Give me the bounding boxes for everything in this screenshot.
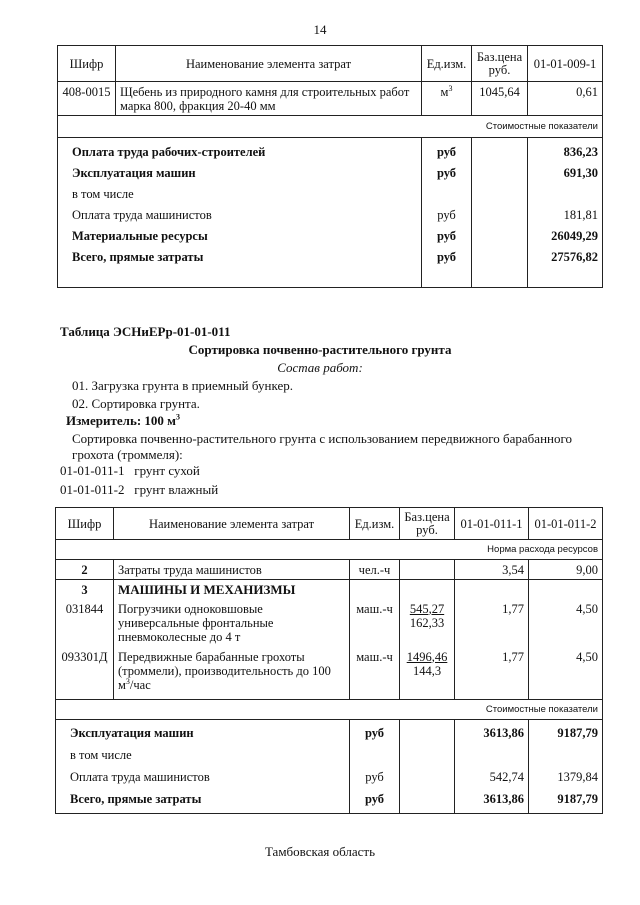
variant-1: 01-01-011-1 грунт сухой [60, 463, 200, 478]
row-value: 0,61 [528, 82, 603, 116]
composition-label: Состав работ: [277, 360, 363, 375]
summary-value-1: 3613,86 [483, 792, 524, 806]
subtitle: Сортировка почвенно-растительного грунта [188, 342, 452, 357]
summary-value-1: 542,74 [489, 770, 524, 784]
description: Сортировка почвенно-растительного грунта с использованием передвижного барабанного грохота (троммеля): [72, 431, 572, 462]
row-unit: чел.-ч [350, 560, 400, 580]
row-unit: маш.-ч [350, 600, 400, 650]
section-label: Норма расхода ресурсов [56, 540, 603, 560]
summary-label: Оплата труда рабочих-строителей [72, 145, 266, 159]
group-name: МАШИНЫ И МЕХАНИЗМЫ [114, 580, 350, 600]
summary-unit: руб [436, 145, 457, 159]
footer-region: Тамбовская область [264, 844, 376, 859]
variant-2: 01-01-011-2 грунт влажный [60, 482, 219, 497]
row-price: 1496,46 144,3 [400, 650, 455, 700]
summary-label: Оплата труда машинистов [72, 208, 212, 222]
row-price: 1045,64 [472, 82, 528, 116]
row-code: 2 [56, 560, 114, 580]
summary-units [350, 720, 400, 814]
table-row [56, 600, 603, 650]
summary-value-1 [455, 744, 528, 766]
step-1: 01. Загрузка грунта в приемный бункер. [72, 378, 293, 393]
summary-label: Эксплуатация машин [70, 726, 194, 740]
row-value-2: 4,50 [529, 600, 603, 650]
table-costs-2 [55, 507, 603, 814]
row-name: Затраты труда машинистов [114, 560, 350, 580]
table-row [58, 82, 603, 116]
row-name: Передвижные барабанные грохоты (троммели), производительность до 100 $м^3$/час [114, 650, 350, 700]
summary-values-1 [455, 720, 529, 814]
header-code: Шифр [58, 46, 116, 82]
page-number: 14 [313, 22, 327, 37]
summary-label: в том числе [72, 187, 134, 201]
summary-unit: руб [436, 250, 457, 264]
summary-label: Всего, прямые затраты [72, 250, 204, 264]
table-costs-1 [57, 45, 603, 288]
summary-unit [422, 184, 471, 205]
summary-value-2: 9187,79 [557, 726, 598, 740]
section-label: Стоимостные показатели [56, 700, 603, 720]
summary-unit: руб [437, 208, 456, 222]
row-code: 093301Д [56, 650, 114, 700]
summary-unit: руб [364, 792, 385, 806]
row-price: 545,27 162,33 [400, 600, 455, 650]
row-unit: маш.-ч [350, 650, 400, 700]
table-title: Таблица ЭСНиЕРр-01-01-011 [60, 324, 231, 339]
header-unit: Ед.изм. [350, 508, 400, 540]
summary-unit: руб [436, 229, 457, 243]
summary-value-2 [529, 744, 602, 766]
measure: Измеритель: 100 $м^3$ [66, 412, 181, 428]
summary-label: в том числе [70, 748, 132, 762]
row-value-1: 3,54 [455, 560, 529, 580]
row-value-1: 1,77 [455, 600, 529, 650]
summary-value: 26049,29 [551, 229, 598, 243]
row-unit: $м^3$ [422, 82, 472, 116]
summary-label: Материальные ресурсы [72, 229, 208, 243]
summary-value-2: 1379,84 [557, 770, 598, 784]
summary-value: 181,81 [563, 208, 598, 222]
table-row [56, 650, 603, 700]
summary-value [528, 184, 602, 205]
header-code: Шифр [56, 508, 114, 540]
summary-label: Оплата труда машинистов [70, 770, 210, 784]
summary-value-2: 9187,79 [557, 792, 598, 806]
header-name: Наименование элемента затрат [116, 46, 422, 82]
header-price: Баз.цена руб. [472, 46, 528, 82]
summary-value-1: 3613,86 [483, 726, 524, 740]
summary-labels [58, 138, 422, 288]
table-row [56, 560, 603, 580]
summary-value: 836,23 [563, 145, 598, 159]
summary-unit: руб [365, 770, 384, 784]
row-code: 031844 [56, 600, 114, 650]
summary-label: Всего, прямые затраты [70, 792, 202, 806]
summary-units [422, 138, 472, 288]
row-name: Щебень из природного камня для строительных работ марка 800, фракция 20-40 мм [116, 82, 422, 116]
summary-values-2 [529, 720, 603, 814]
header-price: Баз.цена руб. [400, 508, 455, 540]
section-label: Стоимостные показатели [58, 116, 603, 138]
row-value-1: 1,77 [455, 650, 529, 700]
row-name: Погрузчики одноковшовые универсальные фронтальные пневмоколесные до 4 т [114, 600, 350, 650]
row-value-2: 4,50 [529, 650, 603, 700]
row-value-2: 9,00 [529, 560, 603, 580]
header-col2: 01-01-011-2 [529, 508, 603, 540]
row-code: 408-0015 [58, 82, 116, 116]
summary-unit: руб [364, 726, 385, 740]
summary-unit: руб [436, 166, 457, 180]
summary-value: 691,30 [563, 166, 598, 180]
header-name: Наименование элемента затрат [114, 508, 350, 540]
header-col1: 01-01-011-1 [455, 508, 529, 540]
table-row [56, 580, 603, 600]
summary-values [528, 138, 603, 288]
summary-labels [56, 720, 350, 814]
header-unit: Ед.изм. [422, 46, 472, 82]
header-col: 01-01-009-1 [528, 46, 603, 82]
summary-label: Эксплуатация машин [72, 166, 196, 180]
step-2: 02. Сортировка грунта. [72, 396, 200, 411]
group-code: 3 [56, 580, 114, 600]
summary-value: 27576,82 [551, 250, 598, 264]
summary-unit [350, 744, 399, 766]
